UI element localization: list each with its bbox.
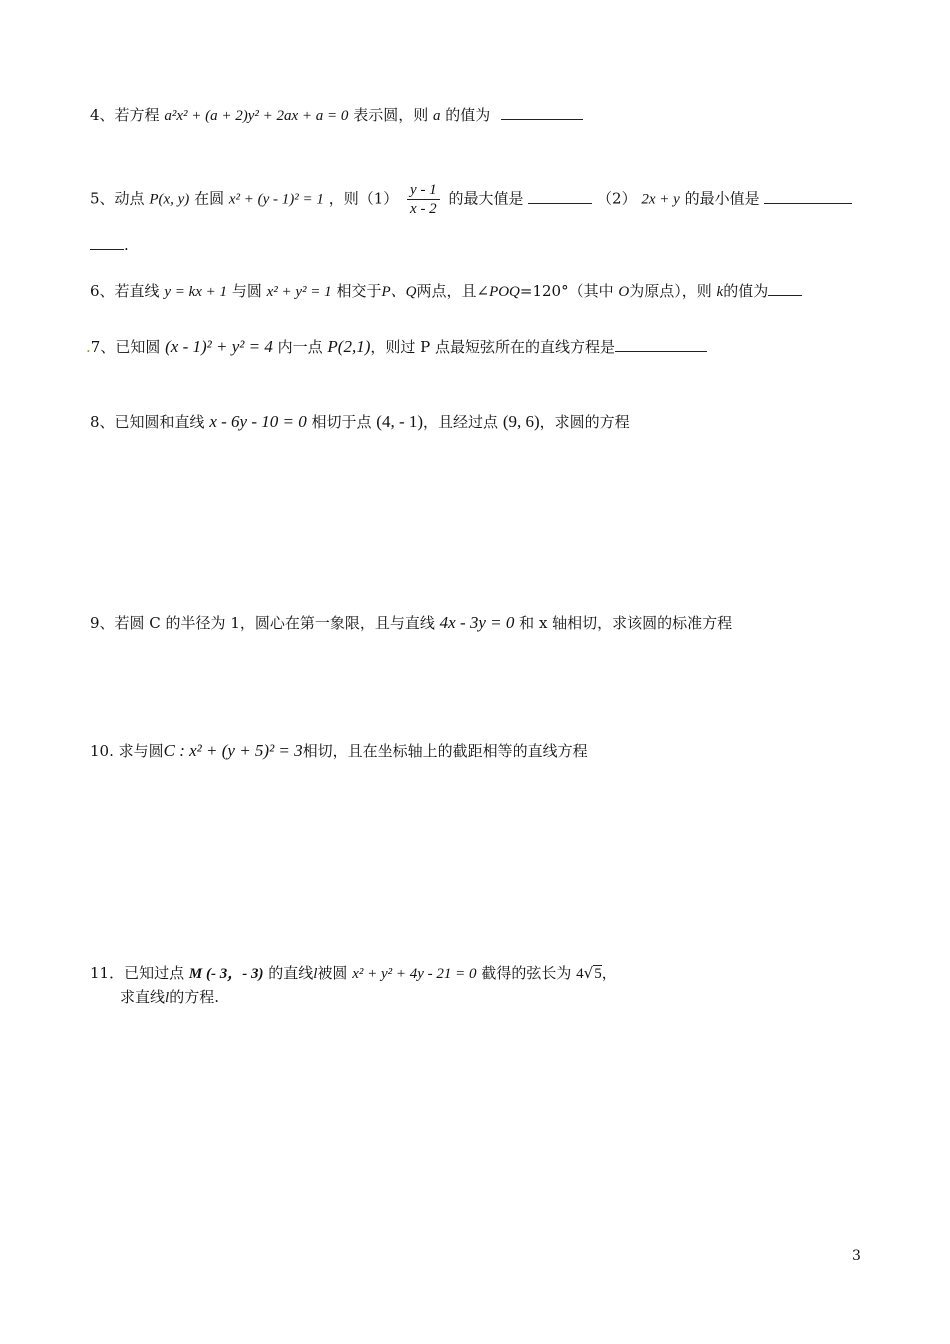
q5-fraction: [407, 181, 440, 218]
q8-line: x - 6y - 10 = 0: [209, 412, 307, 431]
q5-frac-num: y - 1: [407, 181, 440, 200]
q7-circle: (x - 1)² + y² = 4: [165, 337, 273, 356]
q5-end: .: [124, 236, 129, 254]
q11-mid4: ，: [601, 964, 617, 982]
q8-point-2: (9, 6): [502, 412, 540, 431]
q8-point-1: (4, - 1): [376, 412, 424, 431]
question-11: [90, 962, 617, 985]
q5-mid1: 在圆: [194, 189, 225, 208]
q6-origin: O: [618, 284, 630, 300]
q4-formula: a²x² + (a + 2)y² + 2ax + a = 0: [164, 108, 349, 124]
q4-prefix: 4、若方程: [90, 106, 160, 124]
q6-mid1: 与圆: [231, 282, 262, 300]
q6-mid4: =120°（其中: [519, 282, 614, 300]
q11-l-2: l: [165, 990, 170, 1006]
q9-line: 4x - 3y = 0: [439, 613, 515, 632]
q5-point: P(x, y): [149, 191, 190, 208]
q8-tail: ，求圆的方程: [539, 413, 630, 431]
q11-prefix: 11．已知过点: [90, 964, 185, 982]
q6-mid5: 为原点），则: [629, 282, 712, 300]
q6-prefix: 6、若直线: [90, 282, 160, 300]
q6-line: y = kx + 1: [164, 284, 228, 300]
q11-line2-tail: 的方程.: [169, 988, 219, 1006]
q11-circle: x² + y² + 4y - 21 = 0: [352, 966, 477, 982]
q7-tail: ，则过 P 点最短弦所在的直线方程是: [370, 338, 616, 356]
q10-tail: 相切，且在坐标轴上的截距相等的直线方程: [302, 742, 588, 760]
q6-angle: POQ: [489, 284, 520, 300]
q10-circle: C : x² + (y + 5)² = 3: [163, 741, 303, 760]
sqrt-icon: √: [583, 964, 594, 982]
q11-mid2: 被圆: [317, 964, 348, 982]
q11-point: M (- 3，- 3): [188, 966, 264, 982]
q11-length-coef: 4: [576, 966, 584, 982]
q6-mid3: 两点，且∠: [416, 282, 490, 300]
q6-answer-blank[interactable]: [768, 281, 802, 296]
q7-point: P(2,1): [327, 337, 371, 356]
q11-mid1: 的直线: [268, 964, 314, 982]
question-5-continuation: [90, 234, 129, 256]
q4-tail: 的值为: [445, 106, 491, 124]
q5-tail: 的最小值是: [684, 189, 760, 208]
question-10: [90, 740, 588, 762]
question-4: [90, 104, 583, 127]
q5-frac-den: x - 2: [410, 201, 437, 217]
question-5: [90, 181, 852, 218]
q11-mid3: 截得的弦长为: [481, 964, 572, 982]
q4-var: a: [432, 108, 441, 124]
question-7: [86, 336, 707, 358]
q6-k: k: [716, 284, 724, 300]
q9-tail: 和 x 轴相切，求该圆的标准方程: [519, 614, 733, 632]
q9-prefix: 9、若圆 C 的半径为 1，圆心在第一象限，且与直线: [90, 614, 435, 632]
q5-answer-blank-1[interactable]: [528, 189, 592, 204]
q8-mid1: 相切于点: [311, 413, 372, 431]
q6-tail: 的值为: [723, 282, 769, 300]
question-9: [90, 612, 732, 634]
q10-prefix: 10. 求与圆: [90, 742, 164, 760]
q5-expr: 2x + y: [641, 191, 680, 208]
q5-prefix: 5、动点: [90, 189, 145, 208]
question-11-line-2: [120, 986, 219, 1009]
q11-line2-prefix: 求直线: [120, 988, 166, 1006]
q7-prefix: 7、已知圆: [90, 338, 161, 356]
question-6: [90, 280, 802, 303]
q8-mid2: ，且经过点: [423, 413, 499, 431]
q6-circle: x² + y² = 1: [266, 284, 332, 300]
q5-answer-blank-2-cont[interactable]: [90, 235, 124, 250]
page-number: 3: [852, 1248, 861, 1264]
q7-mid1: 内一点: [277, 338, 323, 356]
question-8: [90, 411, 630, 433]
q7-marker-dot: .: [86, 338, 91, 356]
q4-mid: 表示圆，则: [353, 106, 429, 124]
q7-answer-blank[interactable]: [615, 337, 707, 352]
q5-answer-blank-2[interactable]: [764, 189, 852, 204]
q11-l: l: [313, 966, 318, 982]
q4-answer-blank[interactable]: [501, 105, 583, 120]
q6-points: P、Q: [381, 284, 417, 300]
q5-mid4: （2）: [597, 189, 637, 208]
q5-circle: x² + (y - 1)² = 1: [228, 191, 324, 208]
q11-length-radicand: 5: [594, 966, 602, 982]
q6-mid2: 相交于: [336, 282, 382, 300]
q5-mid2: ，则（1）: [328, 189, 399, 208]
q8-prefix: 8、已知圆和直线: [90, 413, 205, 431]
q5-mid3: 的最大值是: [448, 189, 524, 208]
